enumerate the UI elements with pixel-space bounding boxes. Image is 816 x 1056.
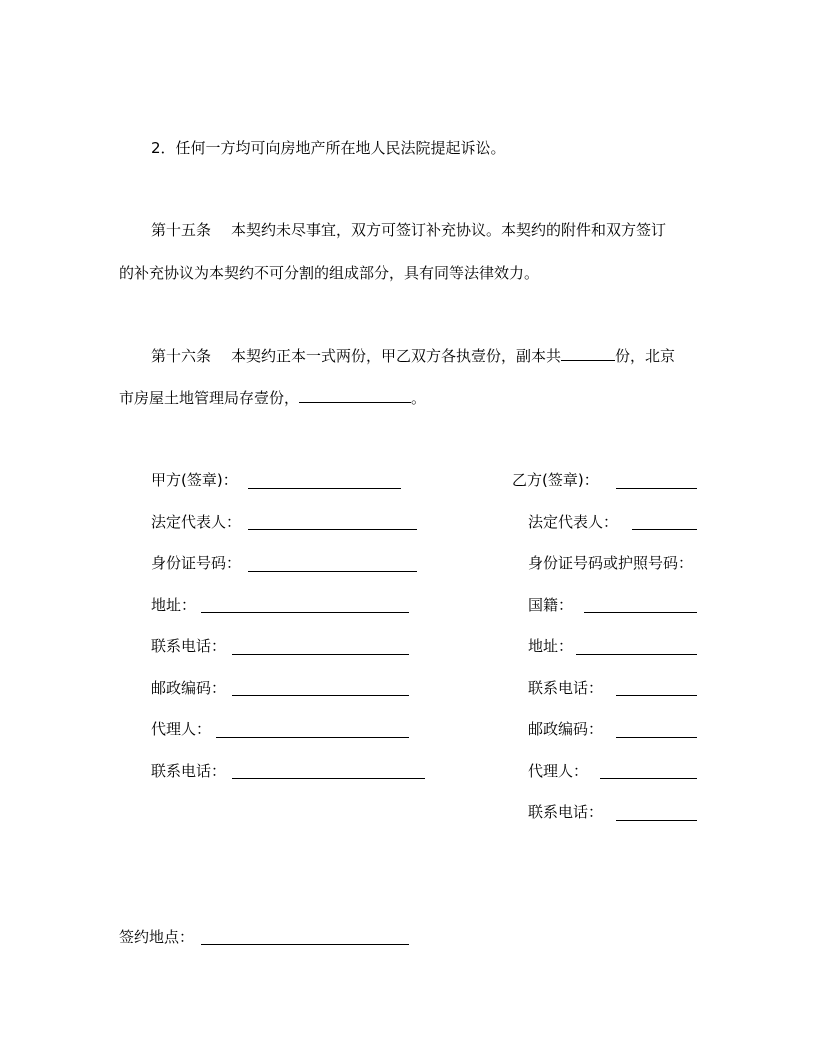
party-a-address-label: 地址： bbox=[151, 596, 197, 614]
party-a-legal-rep-label: 法定代表人： bbox=[151, 513, 242, 531]
party-a-agent-phone-line[interactable] bbox=[232, 778, 425, 779]
party-b-address-line[interactable] bbox=[576, 654, 697, 655]
article-16-text-1a: 本契约正本一式两份，甲乙双方各执壹份，副本共 bbox=[231, 347, 562, 365]
clause-item-2-text: 2．任何一方均可向房地产所在地人民法院提起诉讼。 bbox=[151, 139, 506, 157]
article-16-text-2b: 。 bbox=[411, 389, 427, 407]
party-b-phone-line[interactable] bbox=[616, 695, 697, 696]
signing-place-label: 签约地点： bbox=[119, 928, 195, 946]
party-a-phone-label: 联系电话： bbox=[151, 637, 227, 655]
party-b-phone-label: 联系电话： bbox=[528, 679, 604, 697]
party-a-id-label: 身份证号码： bbox=[151, 554, 242, 572]
article-16-line-1 bbox=[151, 346, 675, 366]
article-16-text-2a: 市房屋土地管理局存壹份， bbox=[119, 389, 300, 407]
party-b-postcode-line[interactable] bbox=[616, 737, 697, 738]
article-15-line-2 bbox=[119, 263, 539, 283]
party-a-agent-label: 代理人： bbox=[151, 720, 212, 738]
party-b-agent-phone-label: 联系电话： bbox=[528, 803, 604, 821]
signing-place-line[interactable] bbox=[201, 944, 409, 945]
article-16-text-1b: 份，北京 bbox=[615, 347, 676, 365]
article-15-number: 第十五条 bbox=[151, 221, 212, 239]
party-a-postcode-line[interactable] bbox=[232, 695, 409, 696]
article-15-line-1 bbox=[151, 220, 666, 240]
party-b-agent-line[interactable] bbox=[600, 778, 697, 779]
party-a-agent-phone-label: 联系电话： bbox=[151, 762, 227, 780]
article-16-line-2 bbox=[119, 388, 426, 408]
party-b-sign-line[interactable] bbox=[616, 488, 697, 489]
party-b-agent-label: 代理人： bbox=[528, 762, 589, 780]
article-16-number: 第十六条 bbox=[151, 347, 212, 365]
party-a-id-line[interactable] bbox=[248, 571, 417, 572]
bureau-copy-blank[interactable] bbox=[299, 388, 411, 403]
article-15-text-2: 的补充协议为本契约不可分割的组成部分，具有同等法律效力。 bbox=[119, 264, 540, 282]
copies-count-blank[interactable] bbox=[561, 346, 615, 361]
party-b-id-label: 身份证号码或护照号码： bbox=[528, 554, 694, 572]
party-a-sign-label: 甲方(签章)： bbox=[151, 471, 238, 489]
article-15-text-1: 本契约未尽事宜，双方可签订补充协议。本契约的附件和双方签订 bbox=[231, 221, 667, 239]
party-b-sign-label: 乙方(签章)： bbox=[512, 471, 599, 489]
party-b-nationality-line[interactable] bbox=[584, 612, 697, 613]
party-a-phone-line[interactable] bbox=[232, 654, 409, 655]
party-a-legal-rep-line[interactable] bbox=[248, 529, 417, 530]
party-a-postcode-label: 邮政编码： bbox=[151, 679, 227, 697]
party-b-address-label: 地址： bbox=[528, 637, 574, 655]
party-b-legal-rep-line[interactable] bbox=[632, 529, 697, 530]
party-b-nationality-label: 国籍： bbox=[528, 596, 574, 614]
clause-item-2 bbox=[151, 138, 506, 158]
party-a-agent-line[interactable] bbox=[216, 737, 409, 738]
party-b-postcode-label: 邮政编码： bbox=[528, 720, 604, 738]
party-b-agent-phone-line[interactable] bbox=[616, 820, 697, 821]
party-b-legal-rep-label: 法定代表人： bbox=[528, 513, 619, 531]
party-a-sign-line[interactable] bbox=[248, 488, 401, 489]
party-a-address-line[interactable] bbox=[201, 612, 409, 613]
